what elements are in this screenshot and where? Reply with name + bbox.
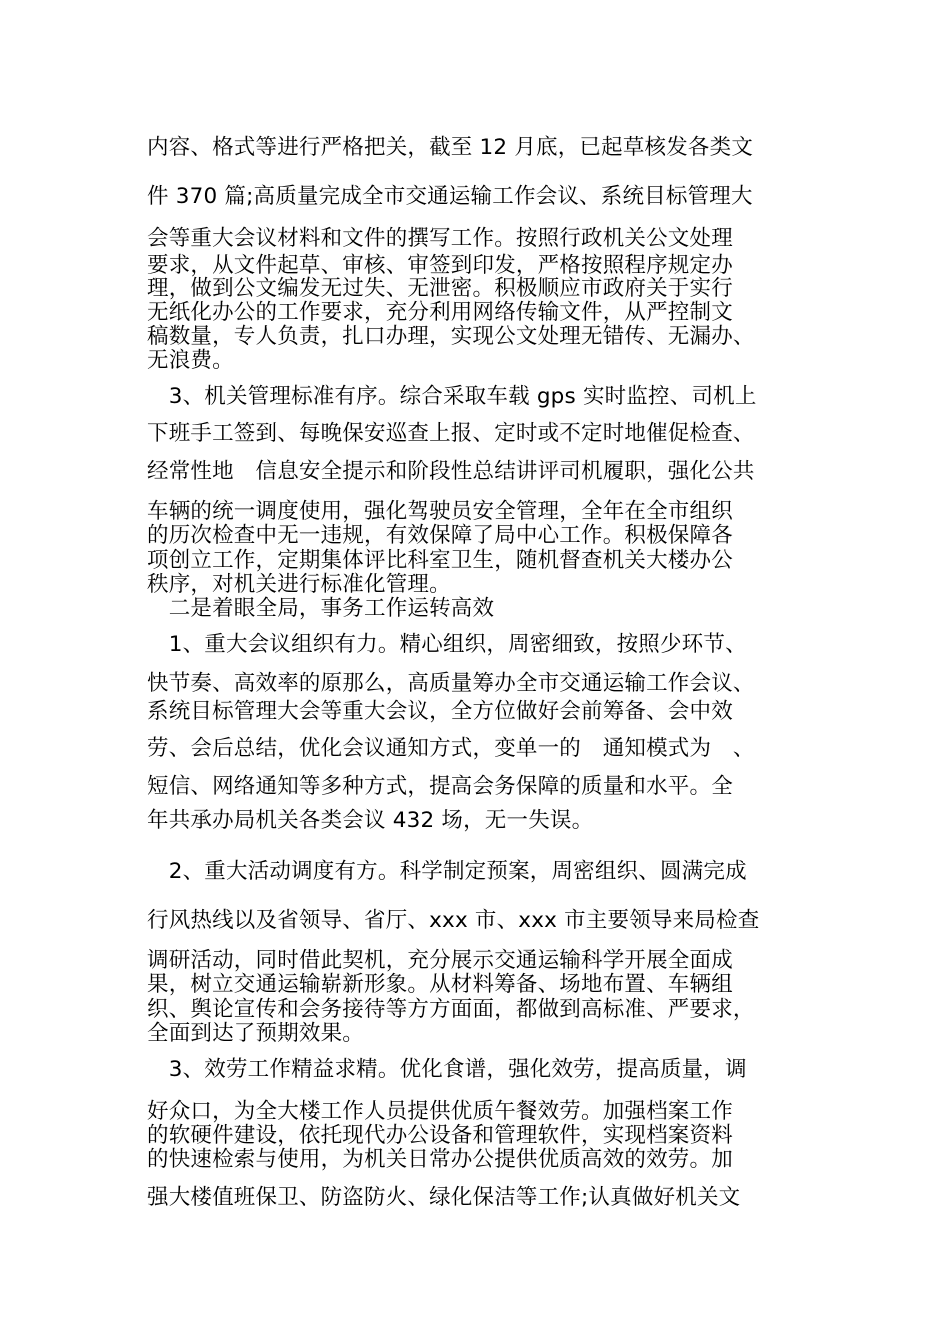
text-line: 系统目标管理大会等重大会议，全方位做好会前筹备、会中效 bbox=[147, 699, 733, 724]
text-line: 果，树立交通运输崭新形象。从材料筹备、场地布置、车辆组 bbox=[147, 972, 733, 997]
text-line: 3、机关管理标准有序。综合采取车载 gps 实时监控、司机上 bbox=[147, 384, 757, 409]
text-line: 年共承办局机关各类会议 432 场，无一失误。 bbox=[147, 808, 594, 833]
text-line: 行风热线以及省领导、省厅、xxx 市、xxx 市主要领导来局检查 bbox=[147, 908, 760, 933]
text-line: 强大楼值班保卫、防盗防火、绿化保洁等工作;认真做好机关文 bbox=[147, 1185, 741, 1210]
text-line: 调研活动，同时借此契机，充分展示交通运输科学开展全面成 bbox=[147, 948, 733, 973]
text-line: 织、舆论宣传和会务接待等方方面面，都做到高标准、严要求， bbox=[147, 997, 755, 1022]
text-line: 内容、格式等进行严格把关，截至 12 月底，已起草核发各类文 bbox=[147, 135, 754, 160]
text-line: 秩序，对机关进行标准化管理。 bbox=[147, 572, 451, 597]
text-line: 稿数量，专人负责，扎口办理，实现公文处理无错传、无漏办、 bbox=[147, 324, 755, 349]
text-line: 快节奏、高效率的原那么，高质量筹办全市交通运输工作会议、 bbox=[147, 671, 755, 696]
text-line: 短信、网络通知等多种方式，提高会务保障的质量和水平。全 bbox=[147, 774, 733, 799]
text-line: 3、效劳工作精益求精。优化食谱，强化效劳，提高质量，调 bbox=[147, 1057, 747, 1082]
text-line: 无纸化办公的工作要求，充分利用网络传输文件，从严控制文 bbox=[147, 300, 733, 325]
text-line: 1、重大会议组织有力。精心组织，周密细致，按照少环节、 bbox=[147, 632, 747, 657]
text-line: 会等重大会议材料和文件的撰写工作。按照行政机关公文处理 bbox=[147, 226, 733, 251]
section-heading: 二是着眼全局，事务工作运转高效 bbox=[147, 596, 495, 621]
text-line: 件 370 篇;高质量完成全市交通运输工作会议、系统目标管理大 bbox=[147, 184, 753, 209]
text-line: 经常性地 信息安全提示和阶段性总结讲评司机履职，强化公共 bbox=[147, 459, 755, 484]
text-line: 的软硬件建设，依托现代办公设备和管理软件，实现档案资料 bbox=[147, 1123, 733, 1148]
text-line: 理，做到公文编发无过失、无泄密。积极顺应市政府关于实行 bbox=[147, 276, 733, 301]
text-line: 劳、会后总结，优化会议通知方式，变单一的 通知模式为 、 bbox=[147, 736, 755, 761]
text-line: 车辆的统一调度使用，强化驾驶员安全管理，全年在全市组织 bbox=[147, 499, 733, 524]
text-line: 的快速检索与使用，为机关日常办公提供优质高效的效劳。加 bbox=[147, 1147, 733, 1172]
text-line: 好众口，为全大楼工作人员提供优质午餐效劳。加强档案工作 bbox=[147, 1099, 733, 1124]
text-line: 项创立工作，定期集体评比科室卫生，随机督查机关大楼办公 bbox=[147, 548, 733, 573]
text-line: 无浪费。 bbox=[147, 348, 234, 373]
text-line: 要求，从文件起草、审核、审签到印发，严格按照程序规定办 bbox=[147, 253, 733, 278]
text-line: 2、重大活动调度有方。科学制定预案，周密组织、圆满完成 bbox=[147, 859, 747, 884]
text-line: 全面到达了预期效果。 bbox=[147, 1021, 365, 1046]
text-line: 下班手工签到、每晚保安巡查上报、定时或不定时地催促检查、 bbox=[147, 421, 755, 446]
text-line: 的历次检查中无一违规，有效保障了局中心工作。积极保障各 bbox=[147, 523, 733, 548]
